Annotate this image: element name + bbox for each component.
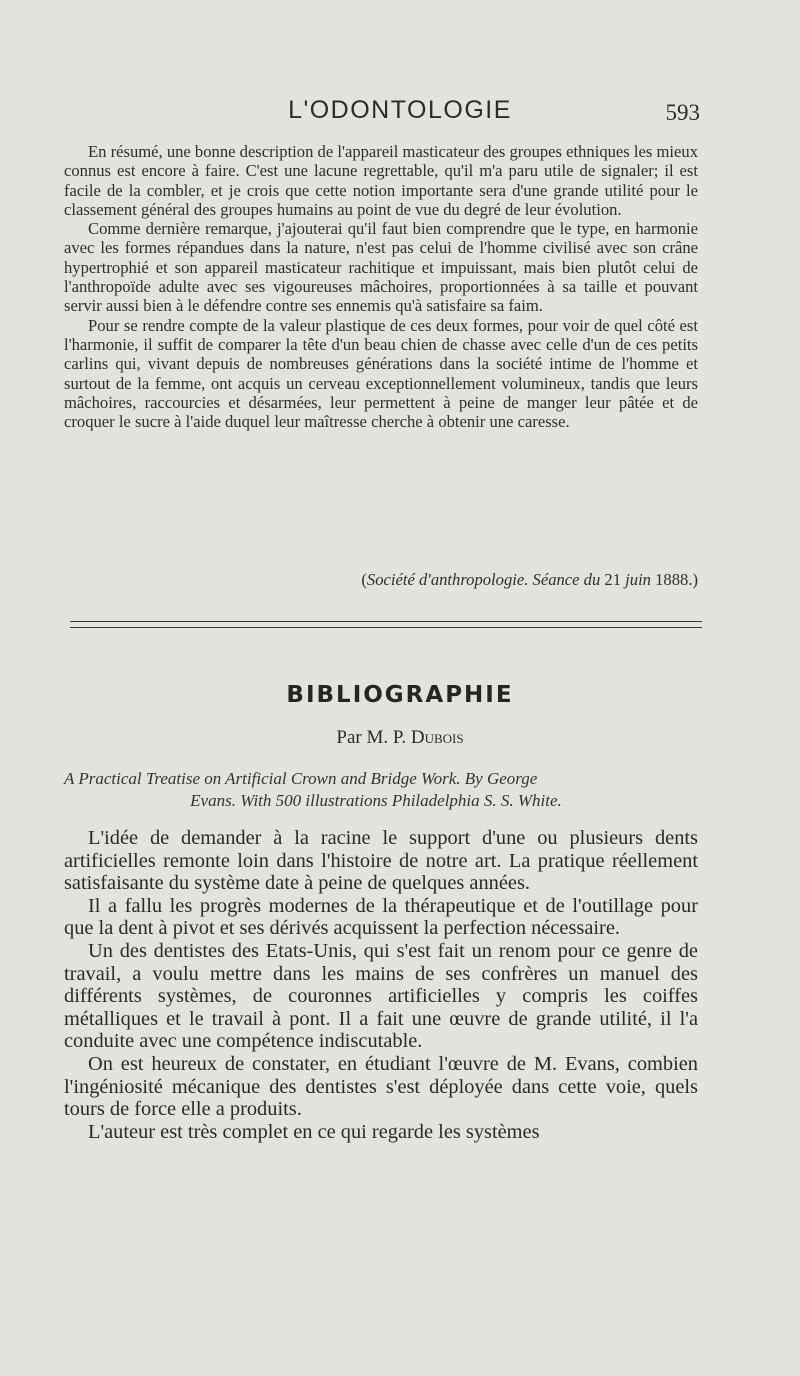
source-open: ( <box>361 570 367 589</box>
paragraph: Pour se rendre compte de la valeur plastique de ces deux formes, pour voir de quel côté est l'harmonie, il suffit de comparer la tête d'un beau chien de chasse avec celle d'un de ces petits carlins qui, vivant depuis de nombreuses générations dans la société intime de l'homme et surtout de la femme, ont acquis un cerveau exceptionnellement volumineux, tandis que leurs mâchoires, raccourcies et désarmées, leur permettent à peine de manger leur pâtée et de croquer le sucre à l'aide duquel leur maîtresse cherche à obtenir une caresse. <box>64 315 698 432</box>
article-conclusion <box>64 142 698 431</box>
byline-prefix: Par M. P. <box>336 727 411 748</box>
source-year: 1888.) <box>650 570 698 589</box>
paragraph: En résumé, une bonne description de l'appareil masticateur des groupes ethniques les mieux connus est encore à faire. C'est une lacune regrettable, qu'il m'a paru utile de signaler; il est facile de la combler, et je crois que cette notion importante sera d'une grande utilité pour le classement général des groupes humains au point de vue du degré de leur évolution. <box>64 142 698 219</box>
source-society: Société d'anthropologie. Séance du <box>366 570 601 589</box>
paragraph: Comme dernière remarque, j'ajouterai qu'il faut bien comprendre que le type, en harmonie avec les formes répandues dans la nature, n'est pas celui de l'homme civilisé avec son crâne hypertrophié et son appareil masticateur rachitique et impuissant, mais bien plutôt celui de l'anthropoïde adulte avec ses vigoureuses mâchoires, proportionnées à sa taille et pouvant servir aussi bien à le défendre contre ses ennemis qu'à satisfaire sa faim. <box>64 219 698 316</box>
paragraph: L'auteur est très complet en ce qui regarde les systèmes <box>88 1120 540 1143</box>
section-title: BIBLIOGRAPHIE <box>286 682 514 708</box>
review-text <box>64 827 698 1143</box>
source-month: juin <box>625 570 651 589</box>
page-number: 593 <box>665 100 700 125</box>
paragraph: On est heureux de constater, en étudiant l'œuvre de M. Evans, combien l'ingéniosité mécanique des dentistes s'est déployée dans cette voie, quels tours de force elle a produits. <box>64 1052 698 1121</box>
section-divider <box>70 621 702 628</box>
running-title: L'ODONTOLOGIE <box>288 96 512 124</box>
reference-line-1: A Practical Treatise on Artificial Crown and Bridge Work. By George <box>64 769 538 788</box>
paragraph: Un des dentistes des Etats-Unis, qui s'est fait un renom pour ce genre de travail, a voulu mettre dans les mains de ses confrères un manuel des différents systèmes, de couronnes artificielles y compris les coiffes métalliques et le travail à pont. Il a fait une œuvre de grande utilité, il l'a conduite avec une compétence indiscutable. <box>64 939 698 1053</box>
book-reference <box>64 768 698 812</box>
paragraph: Il a fallu les progrès modernes de la thérapeutique et de l'outillage pour que la dent à pivot et ses dérivés acquissent la perfection nécessaire. <box>64 894 698 940</box>
reference-line-2: Evans. With 500 illustrations Philadelphia S. S. White. <box>190 791 562 810</box>
source-citation <box>64 569 698 591</box>
paragraph: L'idée de demander à la racine le support d'une ou plusieurs dents artificielles remonte loin dans l'histoire de notre art. La pratique réellement satisfaisante du système date à peine de quelques années. <box>64 827 698 895</box>
source-day: 21 <box>600 570 626 589</box>
byline <box>0 727 800 749</box>
byline-author: Dubois <box>410 727 464 748</box>
running-header <box>0 96 800 136</box>
